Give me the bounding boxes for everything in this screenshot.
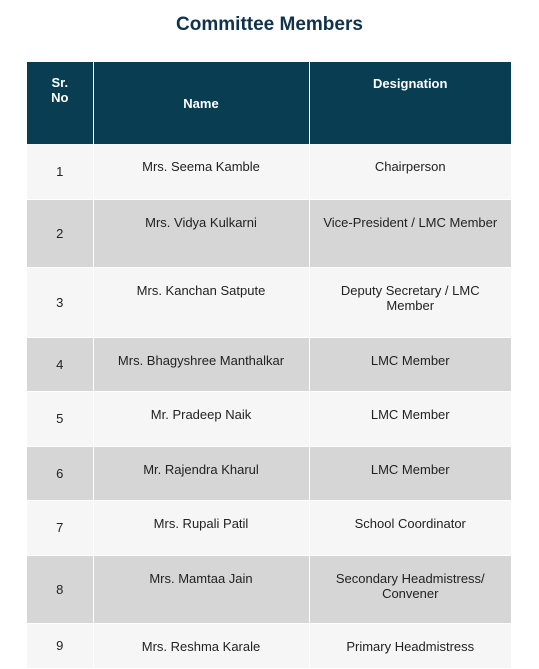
column-header-name: Name bbox=[93, 62, 309, 144]
column-header-designation: Designation bbox=[309, 62, 511, 144]
table-row bbox=[27, 267, 511, 337]
name-cell: Mrs. Seema Kamble bbox=[93, 144, 309, 199]
sr-no-cell: 2 bbox=[27, 199, 93, 267]
table-row bbox=[27, 144, 511, 199]
table-row bbox=[27, 199, 511, 267]
table-row bbox=[27, 623, 511, 668]
designation-cell: LMC Member bbox=[309, 446, 511, 500]
column-header-sr-line1: Sr. bbox=[51, 75, 69, 90]
page-title: Committee Members bbox=[176, 14, 363, 35]
designation-cell: Vice-President / LMC Member bbox=[309, 199, 511, 267]
sr-no-cell: 5 bbox=[27, 391, 93, 446]
header-row bbox=[27, 62, 511, 144]
sr-no-cell: 3 bbox=[27, 267, 93, 337]
sr-no-cell: 4 bbox=[27, 337, 93, 391]
name-cell: Mr. Pradeep Naik bbox=[93, 391, 309, 446]
sr-no-cell: 8 bbox=[27, 555, 93, 623]
name-cell: Mr. Rajendra Kharul bbox=[93, 446, 309, 500]
table-row bbox=[27, 391, 511, 446]
table-row bbox=[27, 337, 511, 391]
sr-no-cell: 6 bbox=[27, 446, 93, 500]
name-cell: Mrs. Rupali Patil bbox=[93, 500, 309, 555]
table-row bbox=[27, 500, 511, 555]
committee-members-table bbox=[27, 62, 511, 669]
designation-cell: Primary Headmistress bbox=[309, 623, 511, 668]
table-header bbox=[27, 62, 511, 144]
name-cell: Mrs. Kanchan Satpute bbox=[93, 267, 309, 337]
sr-no-cell: 1 bbox=[27, 144, 93, 199]
designation-cell: LMC Member bbox=[309, 391, 511, 446]
designation-cell: Chairperson bbox=[309, 144, 511, 199]
sr-no-cell: 7 bbox=[27, 500, 93, 555]
designation-cell: Secondary Headmistress/ Convener bbox=[309, 555, 511, 623]
designation-cell: Deputy Secretary / LMC Member bbox=[309, 267, 511, 337]
name-cell: Mrs. Bhagyshree Manthalkar bbox=[93, 337, 309, 391]
table-row bbox=[27, 555, 511, 623]
designation-cell: School Coordinator bbox=[309, 500, 511, 555]
designation-cell: LMC Member bbox=[309, 337, 511, 391]
name-cell: Mrs. Vidya Kulkarni bbox=[93, 199, 309, 267]
name-cell: Mrs. Reshma Karale bbox=[93, 623, 309, 668]
table-body bbox=[27, 144, 511, 668]
column-header-sr-line2: No bbox=[51, 90, 69, 105]
table-row bbox=[27, 446, 511, 500]
name-cell: Mrs. Mamtaa Jain bbox=[93, 555, 309, 623]
column-header-sr-no bbox=[27, 62, 93, 144]
sr-no-cell: 9 bbox=[27, 623, 93, 668]
